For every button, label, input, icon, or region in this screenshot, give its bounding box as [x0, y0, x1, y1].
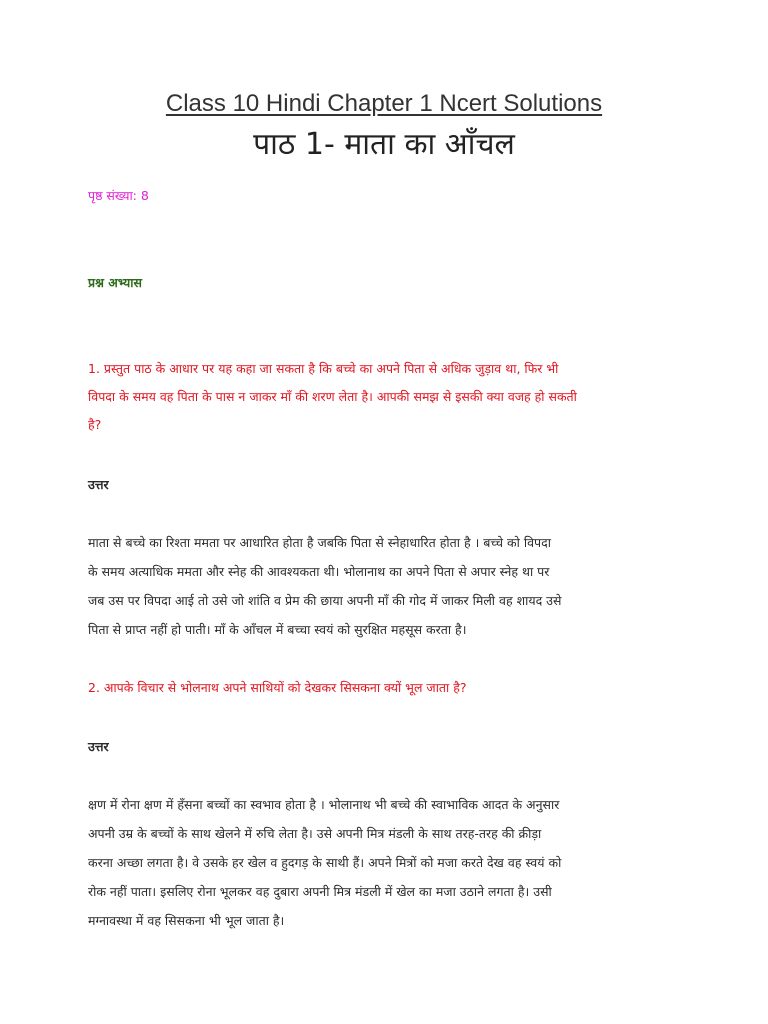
- answer-1-line-3: जब उस पर विपदा आई तो उसे जो शांति व प्रेम की छाया अपनी माँ की गोद में जाकर मिली वह शायद उसे: [88, 593, 562, 608]
- question-2-line-1: 2. आपके विचार से भोलनाथ अपने साथियों को देखकर सिसकना क्यों भूल जाता है?: [88, 680, 467, 695]
- answer-1-line-2: के समय अत्याधिक ममता और स्नेह की आवश्यकता थी। भोलानाथ का अपने पिता से अपार स्नेह था पर: [88, 564, 550, 579]
- page-title-hindi: पाठ 1- माता का आँचल: [253, 127, 515, 162]
- question-1-line-1: 1. प्रस्तुत पाठ के आधार पर यह कहा जा सकता है कि बच्चे का अपने पिता से अधिक जुड़ाव था, फिर भी: [88, 361, 559, 376]
- answer-1-line-1: माता से बच्चे का रिश्ता ममता पर आधारित होता है जबकि पिता से स्नेहाधारित होता है । बच्चे को विपदा: [88, 535, 552, 550]
- answer-2-line-2: अपनी उम्र के बच्चों के साथ खेलने में रुचि लेता है। उसे अपनी मित्र मंडली के साथ तरह-तरह की क्रीड़ा: [88, 826, 542, 841]
- answer-2-label: उत्तर: [88, 739, 109, 754]
- answer-1-line-4: पिता से प्राप्त नहीं हो पाती। माँ के आँचल में बच्चा स्वयं को सुरक्षित महसूस करता है।: [88, 622, 467, 637]
- page-title-english: Class 10 Hindi Chapter 1 Ncert Solutions: [165, 90, 603, 117]
- question-1-line-3: है?: [88, 417, 102, 432]
- answer-2-line-5: मग्नावस्था में वह सिसकना भी भूल जाता है।: [88, 913, 285, 928]
- answer-1-label: उत्तर: [88, 477, 109, 492]
- page-number-label: पृष्ठ संख्या: 8: [88, 188, 149, 203]
- section-heading: प्रश्न अभ्यास: [88, 275, 142, 290]
- answer-2-line-4: रोक नहीं पाता। इसलिए रोना भूलकर वह दुबारा अपनी मित्र मंडली में खेल का मजा उठाने लगता है। उसी: [88, 884, 552, 899]
- question-1-line-2: विपदा के समय वह पिता के पास न जाकर माँ की शरण लेता है। आपकी समझ से इसकी क्या वजह हो सकती: [88, 389, 577, 404]
- answer-2-line-3: करना अच्छा लगता है। वे उसके हर खेल व हुदगड़ के साथी हैं। अपने मित्रों को मजा करते देख वह स्वयं को: [88, 855, 562, 870]
- answer-2-line-1: क्षण में रोना क्षण में हँसना बच्चों का स्वभाव होता है । भोलानाथ भी बच्चे की स्वाभाविक आदत के अनुसार: [88, 797, 560, 812]
